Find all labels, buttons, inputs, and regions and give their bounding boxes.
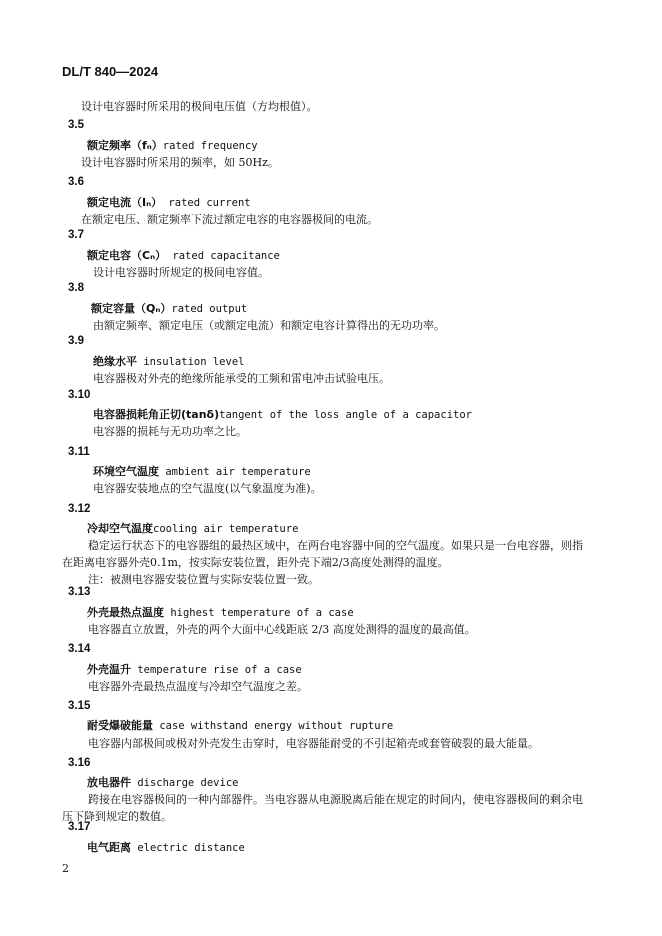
section-number-3-12: 3.12 bbox=[68, 503, 91, 515]
term-3-8 bbox=[91, 300, 247, 316]
section-number-3-9: 3.9 bbox=[68, 335, 84, 347]
section-number-3-8: 3.8 bbox=[68, 282, 84, 294]
term-3-7 bbox=[87, 247, 280, 263]
definition-3-5: 设计电容器时所采用的频率，如 50Hz。 bbox=[81, 156, 279, 169]
section-number-3-11: 3.11 bbox=[68, 446, 90, 458]
definition-3-13: 电容器直立放置，外壳的两个大面中心线距底 2/3 高度处测得的温度的最高值。 bbox=[88, 623, 476, 636]
term-en: temperature rise of a case bbox=[131, 664, 302, 676]
term-cn: 耐受爆破能量 bbox=[87, 719, 153, 732]
term-cn: 绝缘水平 bbox=[93, 355, 137, 368]
term-3-16 bbox=[87, 774, 238, 790]
section-number-3-7: 3.7 bbox=[68, 229, 84, 241]
note-3-12: 注：被测电容器安装位置与实际安装位置一致。 bbox=[88, 573, 319, 586]
term-3-15 bbox=[87, 717, 393, 733]
term-cn: 电容器损耗角正切(tanδ) bbox=[93, 408, 220, 421]
section-number-3-15: 3.15 bbox=[68, 700, 91, 712]
term-cn: 额定电流（Iₙ） bbox=[87, 196, 163, 209]
term-3-9 bbox=[93, 353, 244, 369]
term-cn: 电气距离 bbox=[87, 841, 131, 854]
term-en: rated output bbox=[171, 303, 248, 315]
term-cn: 外壳最热点温度 bbox=[87, 606, 164, 619]
definition-3-15: 电容器内部极间或极对外壳发生击穿时，电容器能耐受的不引起箱壳或套管破裂的最大能量。 bbox=[88, 737, 539, 750]
term-3-10 bbox=[93, 406, 472, 422]
term-en: discharge device bbox=[131, 777, 239, 789]
term-3-5 bbox=[87, 137, 258, 153]
intro-definition-line: 设计电容器时所采用的极间电压值（方均根值）。 bbox=[81, 100, 318, 113]
section-number-3-17: 3.17 bbox=[68, 821, 91, 833]
term-en: cooling air temperature bbox=[153, 523, 299, 535]
term-en: rated frequency bbox=[162, 140, 258, 152]
document-id: DL/T 840—2024 bbox=[62, 64, 159, 79]
definition-3-11: 电容器安装地点的空气温度(以气象温度为准)。 bbox=[93, 482, 322, 495]
definition-3-6: 在额定电压、额定频率下流过额定电容的电容器极间的电流。 bbox=[81, 213, 378, 226]
term-3-6 bbox=[87, 194, 251, 210]
term-cn: 环境空气温度 bbox=[93, 465, 159, 478]
term-3-14 bbox=[87, 661, 302, 677]
section-number-3-14: 3.14 bbox=[68, 643, 91, 655]
term-en: rated current bbox=[162, 197, 251, 209]
section-number-3-5: 3.5 bbox=[68, 119, 84, 131]
term-en: insulation level bbox=[137, 356, 245, 368]
term-en: case withstand energy without rupture bbox=[153, 720, 394, 732]
definition-3-12: 稳定运行状态下的电容器组的最热区域中，在两台电容器中间的空气温度。如果只是一台电容器，则指在距离电容器外壳0.1m，按实际安装位置，距外壳下端2/3高度处测得的温度。 bbox=[62, 539, 583, 569]
term-en: electric distance bbox=[131, 842, 245, 854]
term-3-11 bbox=[93, 463, 311, 479]
definition-3-7: 设计电容器时所规定的极间电容值。 bbox=[93, 266, 269, 279]
term-cn: 放电器件 bbox=[87, 776, 131, 789]
section-number-3-10: 3.10 bbox=[68, 389, 91, 401]
definition-3-14: 电容器外壳最热点温度与冷却空气温度之差。 bbox=[88, 680, 308, 693]
definition-3-10: 电容器的损耗与无功功率之比。 bbox=[93, 425, 247, 438]
term-3-13 bbox=[87, 604, 354, 620]
section-number-3-13: 3.13 bbox=[68, 586, 91, 598]
term-3-17 bbox=[87, 839, 245, 855]
term-cn: 额定频率（fₙ） bbox=[87, 139, 163, 152]
definition-3-16: 跨接在电容器极间的一种内部器件。当电容器从电源脱离后能在规定的时间内，使电容器极间的剩余电压下降到规定的数值。 bbox=[62, 793, 583, 823]
term-en: tangent of the loss angle of a capacitor bbox=[219, 409, 472, 421]
term-cn: 冷却空气温度 bbox=[87, 522, 153, 535]
term-cn: 额定容量（Qₙ） bbox=[91, 302, 172, 315]
section-number-3-6: 3.6 bbox=[68, 176, 84, 188]
term-en: rated capacitance bbox=[166, 250, 280, 262]
definition-3-9: 电容器极对外壳的绝缘所能承受的工频和雷电冲击试验电压。 bbox=[93, 372, 390, 385]
term-en: ambient air temperature bbox=[159, 466, 311, 478]
section-number-3-16: 3.16 bbox=[68, 757, 91, 769]
term-cn: 额定电容（Cₙ） bbox=[87, 249, 167, 262]
term-en: highest temperature of a case bbox=[164, 607, 354, 619]
term-3-12 bbox=[87, 520, 298, 536]
page-number: 2 bbox=[62, 862, 69, 875]
definition-3-8: 由额定频率、额定电压（或额定电流）和额定电容计算得出的无功功率。 bbox=[93, 319, 445, 332]
term-cn: 外壳温升 bbox=[87, 663, 131, 676]
